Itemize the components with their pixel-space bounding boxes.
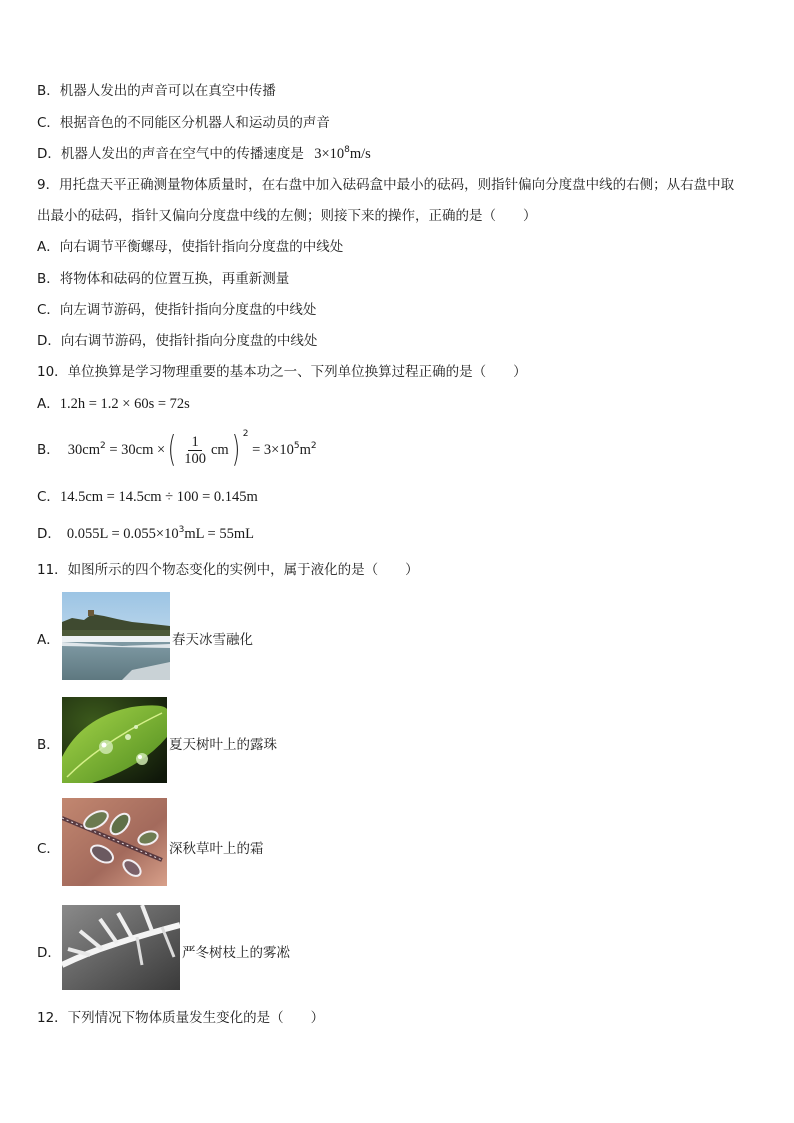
q10-option-b-left: 30cm	[67, 442, 100, 458]
q9-stem-line1: 9．用托盘天平正确测量物体质量时，在右盘中加入砝码盒中最小的砝码，则指针偏向分度盘中线的右侧；从右盘中取	[37, 177, 735, 193]
q10-option-b-inner-unit: cm	[210, 442, 229, 458]
q10-option-d-label: D．	[37, 526, 61, 542]
q10-option-d-expr-b: mL = 55mL	[184, 526, 254, 542]
q10-stem: 10．单位换算是学习物理重要的基本功之一、下列单位换算过程正确的是（ ）	[37, 364, 527, 380]
q10-option-d-expr-a: 0.055L = 0.055×10	[66, 526, 179, 542]
q10-option-b-right-exp: 5	[293, 441, 300, 451]
q10-option-b-mid: = 30cm ×	[105, 442, 166, 458]
q8-option-d	[37, 145, 371, 163]
q11-option-b-label: B．	[37, 737, 60, 753]
q8-option-d-text: D．机器人发出的声音在空气中的传播速度是	[37, 146, 304, 162]
q10-option-d	[37, 525, 254, 543]
q10-option-c-expr: 14.5cm = 14.5cm ÷ 100 = 0.145m	[59, 489, 258, 505]
q11-option-d-image	[62, 905, 180, 990]
q10-option-b-right: = 3×10	[248, 442, 294, 458]
q11-option-d-label: D．	[37, 945, 61, 961]
dewdrop-leaf-image	[62, 697, 167, 783]
q10-option-a	[37, 395, 190, 413]
q8-option-d-value: 3×10	[314, 146, 345, 162]
q10-option-b-paren-sq: 2	[242, 429, 249, 439]
rime-branch-image	[62, 905, 180, 990]
q8-option-d-unit: m/s	[349, 146, 371, 162]
melting-ice-lake-image	[62, 592, 170, 680]
q10-option-b-right-sq: 2	[310, 441, 317, 451]
q10-option-b-label: B．	[37, 442, 60, 458]
q9-option-a: A．向右调节平衡螺母，使指针指向分度盘的中线处	[37, 239, 344, 255]
q10-option-b-denominator: 100	[184, 450, 206, 467]
q11-option-c-image	[62, 798, 167, 886]
q11-option-a-label: A．	[37, 632, 60, 648]
q10-option-b-open-paren: (	[167, 429, 177, 470]
q8-option-c: C．根据音色的不同能区分机器人和运动员的声音	[37, 115, 330, 131]
q11-option-c-label: C．	[37, 841, 60, 857]
q8-option-b: B．机器人发出的声音可以在真空中传播	[37, 83, 276, 99]
q10-option-a-expr: 1.2h = 1.2 × 60s = 72s	[59, 396, 190, 412]
q10-option-b-numerator: 1	[188, 434, 201, 451]
q10-option-b-right-unit: m	[299, 442, 311, 458]
q11-option-c-caption: 深秋草叶上的霜	[169, 841, 264, 857]
q11-option-a-image	[62, 592, 170, 680]
q8-option-d-exp: 8	[344, 145, 350, 155]
q11-stem: 11．如图所示的四个物态变化的实例中，属于液化的是（ ）	[37, 562, 419, 578]
q9-option-b: B．将物体和砝码的位置互换，再重新测量	[37, 271, 290, 287]
q10-option-b	[37, 428, 317, 472]
q10-option-d-exp: 3	[178, 525, 185, 535]
q11-option-a-caption: 春天冰雪融化	[172, 632, 253, 648]
q12-stem: 12．下列情况下物体质量发生变化的是（ ）	[37, 1010, 325, 1026]
q9-stem-line2: 出最小的砝码，指针又偏向分度盘中线的左侧；则接下来的操作，正确的是（ ）	[37, 208, 537, 224]
frost-grass-image	[62, 798, 167, 886]
q10-option-c	[37, 488, 258, 506]
q10-option-b-close-paren: )	[231, 429, 240, 470]
q10-option-b-left-sq: 2	[99, 441, 106, 451]
q9-option-d: D．向右调节游码，使指针指向分度盘的中线处	[37, 333, 318, 349]
q10-option-a-label: A．	[37, 396, 60, 412]
q10-option-c-label: C．	[37, 489, 60, 505]
q11-option-b-caption: 夏天树叶上的露珠	[169, 737, 277, 753]
q9-option-c: C．向左调节游码，使指针指向分度盘的中线处	[37, 302, 317, 318]
q11-option-b-image	[62, 697, 167, 783]
q11-option-d-caption: 严冬树枝上的雾凇	[182, 945, 290, 961]
q10-option-b-fraction	[181, 434, 209, 467]
